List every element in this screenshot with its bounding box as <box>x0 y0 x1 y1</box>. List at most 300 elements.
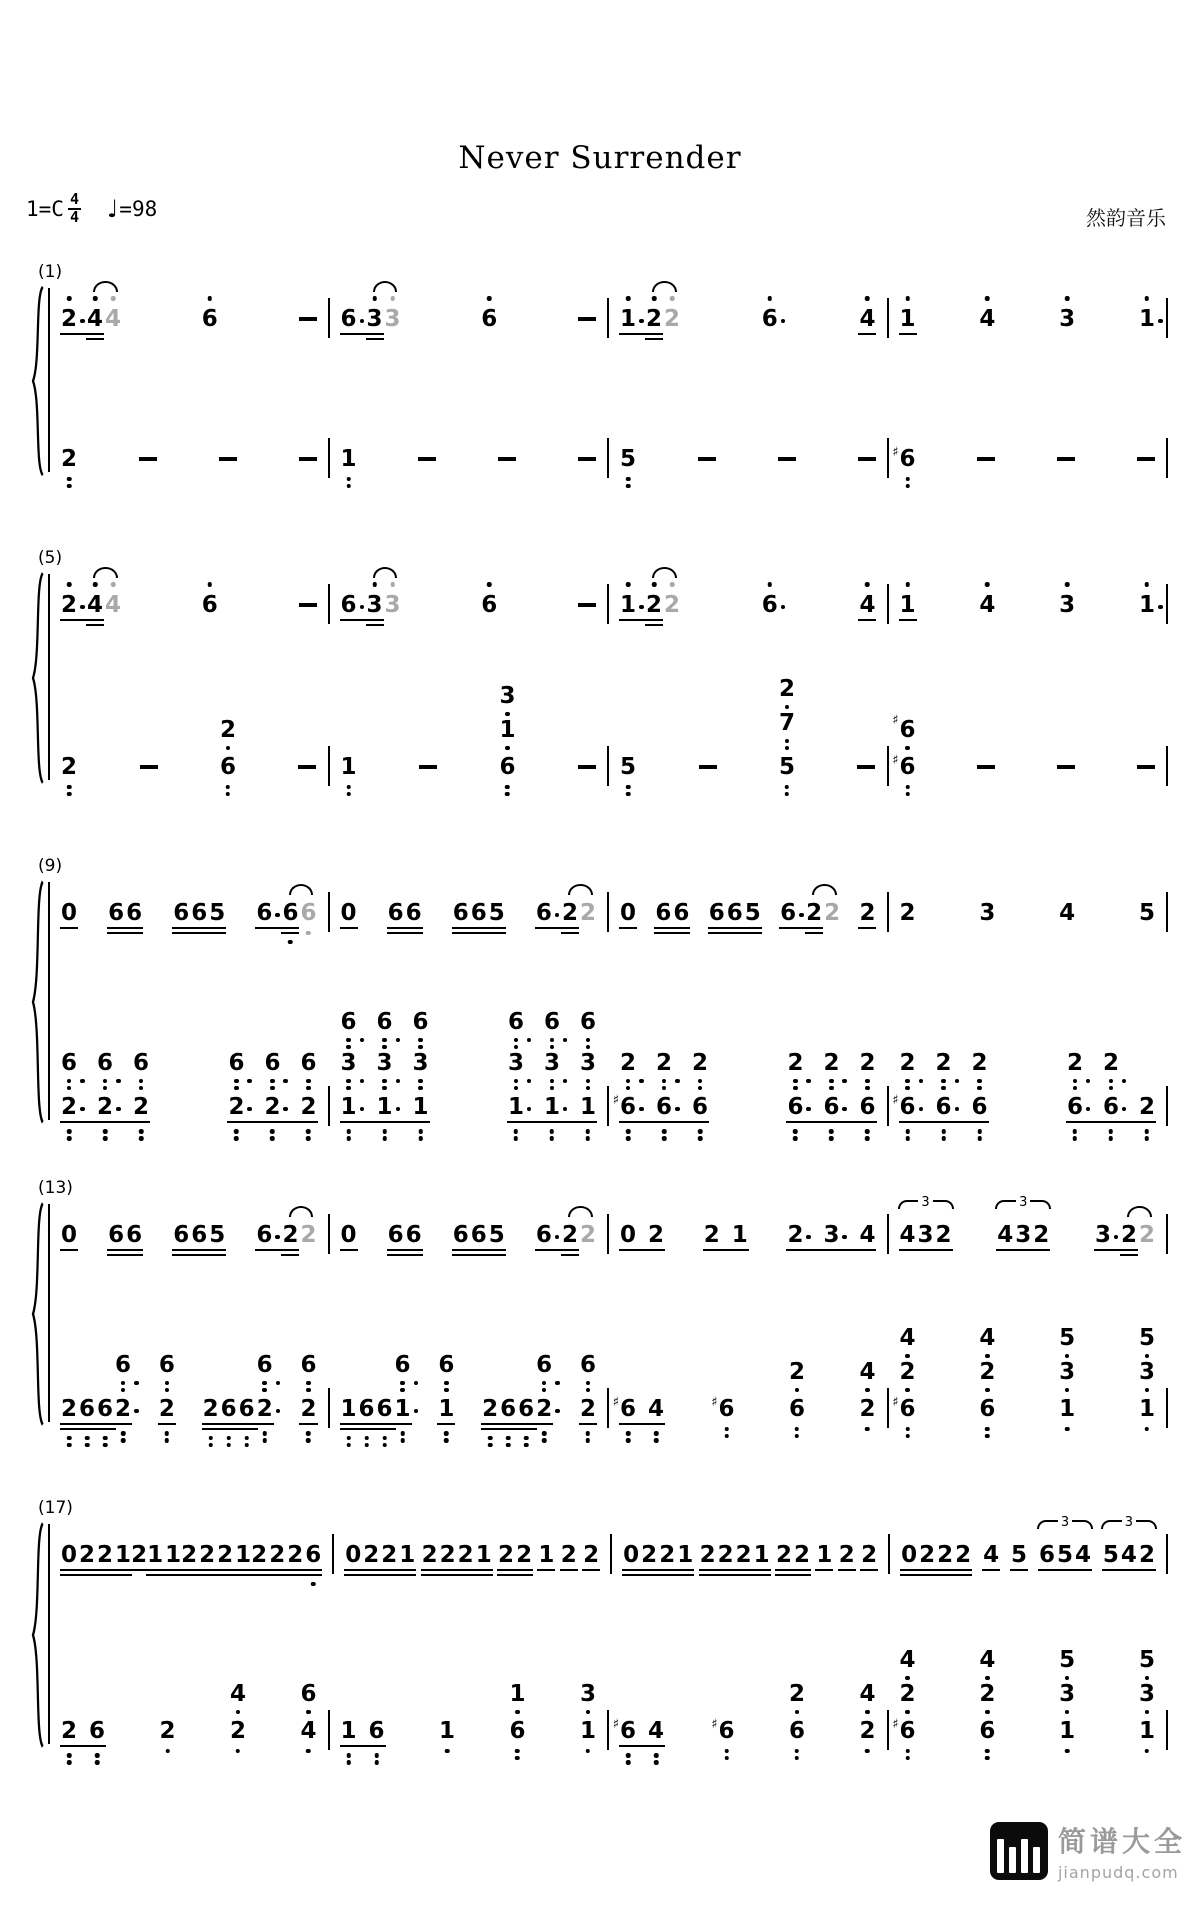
note-group <box>1011 1542 1027 1568</box>
underlines <box>647 1423 665 1428</box>
dash-note <box>139 446 157 472</box>
underlines <box>344 1569 364 1578</box>
chord-stack <box>377 1010 393 1092</box>
note <box>727 900 743 926</box>
note-group <box>251 1542 321 1568</box>
stack-note <box>300 1682 316 1716</box>
note <box>664 592 680 618</box>
note-digit: 6 <box>899 754 916 780</box>
octave-dots-low <box>789 1388 805 1395</box>
underlines <box>775 1569 795 1578</box>
underlines <box>676 1569 694 1578</box>
note-digit: 3 <box>543 1050 560 1076</box>
underlines <box>202 1423 222 1432</box>
note-group <box>977 754 995 780</box>
treble-row <box>50 1195 1168 1248</box>
note <box>955 1542 971 1568</box>
note-digit: 6 <box>620 1718 637 1744</box>
note-group <box>655 900 689 926</box>
note-group <box>341 306 401 332</box>
underlines <box>619 1249 649 1254</box>
underlines <box>412 1121 430 1126</box>
underlines <box>107 1249 127 1258</box>
site-watermark <box>990 1820 1186 1882</box>
underlines <box>60 1569 80 1578</box>
note <box>229 1681 246 1744</box>
dash-note <box>1057 446 1075 472</box>
note-group <box>892 1647 916 1744</box>
augmentation-dot <box>360 1038 365 1043</box>
triplet-bracket <box>1037 1516 1093 1529</box>
augmentation-dot <box>283 1107 288 1112</box>
tie-arc <box>812 884 836 895</box>
octave-dots-low <box>823 1079 839 1093</box>
octave-dots-high <box>208 296 213 303</box>
note-digit: 2 <box>256 1396 273 1422</box>
octave-dots-low <box>364 1433 369 1447</box>
note-digit: 2 <box>788 1681 805 1707</box>
note-digit: 1 <box>475 1542 492 1568</box>
underlines <box>208 1249 226 1258</box>
dash-note <box>419 754 437 780</box>
note <box>1039 1542 1055 1568</box>
underlines <box>60 927 78 932</box>
note-group <box>509 1681 526 1744</box>
chord-stack <box>972 1051 988 1092</box>
bass-row <box>50 1009 1168 1120</box>
note <box>217 1542 233 1568</box>
note <box>126 900 142 926</box>
note-digit: 4 <box>859 1681 876 1707</box>
underlines <box>899 1249 919 1254</box>
brace <box>30 574 45 780</box>
measure <box>889 900 1167 926</box>
note <box>892 1050 916 1120</box>
note <box>61 592 77 618</box>
note-digit: 2 <box>269 1542 286 1568</box>
octave-dots-low <box>413 1038 429 1052</box>
underlines <box>858 619 876 624</box>
octave-dots-low <box>67 1751 72 1765</box>
note-digit: 1 <box>899 306 916 332</box>
measure-number-marker: (9) <box>38 856 63 876</box>
octave-dots-low <box>865 1127 870 1141</box>
treble-row <box>50 1515 1168 1568</box>
measure <box>609 592 887 618</box>
note-digit: 6 <box>201 592 218 618</box>
octave-dots-low <box>382 1433 387 1447</box>
note-digit: 2 <box>79 1542 96 1568</box>
note <box>1138 1325 1155 1422</box>
note-group <box>61 1718 105 1744</box>
underlines <box>470 1249 490 1258</box>
note-digit: 1 <box>235 1542 252 1568</box>
note-group <box>202 592 218 618</box>
note-group <box>341 754 357 780</box>
octave-dots-high <box>768 296 773 303</box>
note-digit: 6 <box>718 1718 735 1744</box>
stack-note <box>264 1051 280 1092</box>
note <box>126 1222 142 1248</box>
note-digit: 0 <box>620 900 637 926</box>
octave-dots-low <box>413 1079 429 1093</box>
underlines <box>645 619 663 628</box>
note-digit: 2 <box>899 1050 916 1076</box>
note-group <box>61 1542 131 1568</box>
underlines <box>394 1423 412 1428</box>
note <box>754 1542 770 1568</box>
note-digit: 1 <box>340 1396 357 1422</box>
stack-note <box>499 718 515 752</box>
stack-note <box>620 1051 636 1092</box>
augmentation-dot <box>396 1079 401 1084</box>
octave-dots-low <box>656 1079 672 1093</box>
underlines <box>96 1121 134 1126</box>
note-group <box>1095 1222 1155 1248</box>
chord-stack <box>1103 1051 1119 1092</box>
quarter-note-icon: ♩ <box>106 194 119 223</box>
note <box>209 900 225 926</box>
underlines <box>535 1423 553 1428</box>
underlines <box>582 1569 600 1574</box>
underlines <box>858 333 876 338</box>
note-group <box>892 713 916 780</box>
underlines <box>488 1249 506 1258</box>
underlines <box>208 927 226 936</box>
octave-dots-low <box>941 1127 946 1141</box>
note-digit: 6 <box>507 1009 524 1035</box>
note-group <box>453 900 505 926</box>
chord-stack <box>899 1648 915 1716</box>
underlines <box>935 1121 973 1126</box>
sharp-sign: ♯ <box>612 1717 619 1732</box>
measure <box>889 1195 1167 1248</box>
octave-dots-low <box>346 1751 351 1765</box>
note-group <box>108 900 142 926</box>
note-digit: 3 <box>1138 1359 1155 1385</box>
note-digit: 6 <box>220 1396 237 1422</box>
underlines <box>655 1121 693 1126</box>
augmentation-dot <box>134 1381 139 1386</box>
note <box>481 592 497 618</box>
underlines <box>822 1249 860 1254</box>
augmentation-dot <box>1158 605 1163 610</box>
octave-dots-low <box>506 1433 511 1447</box>
note <box>203 1396 219 1422</box>
octave-dots-high <box>670 296 675 303</box>
note <box>859 1222 875 1248</box>
system <box>30 1498 1168 1744</box>
note-digit: 6 <box>405 900 422 926</box>
octave-dots-low <box>662 1127 667 1141</box>
augmentation-dot <box>919 1107 924 1112</box>
underlines <box>731 1249 749 1254</box>
note-digit: 5 <box>1059 1325 1076 1351</box>
underlines <box>481 1423 501 1432</box>
note-digit: 6 <box>264 1050 281 1076</box>
note <box>518 1396 534 1422</box>
chord-stack <box>789 1360 805 1394</box>
rest-note <box>345 1542 361 1568</box>
stack-note <box>1139 1326 1155 1360</box>
octave-dots-low <box>395 1381 411 1395</box>
note-digit: 6 <box>979 1718 996 1744</box>
note <box>997 1222 1013 1248</box>
brace-icon <box>30 1200 45 1428</box>
note-digit: 6 <box>97 1050 114 1076</box>
underlines <box>281 1249 299 1258</box>
octave-dots-low <box>865 1424 870 1431</box>
note <box>979 1325 996 1422</box>
note-digit: 2 <box>579 1222 596 1248</box>
tie-arc <box>568 1206 592 1217</box>
note-digit: 6 <box>1038 1542 1055 1568</box>
octave-dots-low <box>103 1127 108 1141</box>
note-digit: 1 <box>147 1542 164 1568</box>
note <box>1139 1542 1155 1568</box>
augmentation-dot <box>675 1107 680 1112</box>
note-digit: 6 <box>60 1050 78 1076</box>
triplet-bracket <box>995 1196 1051 1209</box>
note-digit: 6 <box>536 1352 553 1378</box>
measure-number-marker: (13) <box>38 1178 73 1198</box>
octave-dots-low <box>226 1433 231 1447</box>
note <box>937 1542 953 1568</box>
note <box>340 1009 357 1120</box>
chord-stack <box>1067 1051 1083 1092</box>
note-group <box>61 1222 77 1248</box>
note-digit: 2 <box>656 1050 673 1076</box>
octave-dots-low <box>542 1429 547 1443</box>
note-digit: 6 <box>387 900 404 926</box>
note-group <box>776 1542 810 1568</box>
note-digit: 2 <box>859 1718 876 1744</box>
augmentation-dot <box>80 1079 85 1084</box>
note-digit: 6 <box>899 1094 916 1120</box>
underlines <box>640 1569 660 1578</box>
augmentation-dot <box>639 1107 644 1112</box>
note-digit: 6 <box>535 1222 552 1248</box>
note-digit: 4 <box>105 592 122 618</box>
stack-note <box>892 713 916 752</box>
note <box>1059 900 1075 926</box>
octave-dots-low <box>306 1429 311 1443</box>
tie-arc <box>289 884 313 895</box>
note-digit: 2 <box>579 900 596 926</box>
chord-stack <box>1059 1648 1075 1716</box>
sharp-sign: ♯ <box>711 1395 718 1410</box>
octave-dots-low <box>724 1746 729 1760</box>
note-digit: 1 <box>340 1094 357 1120</box>
note-group <box>538 1542 554 1568</box>
octave-dots-low <box>1067 1079 1083 1093</box>
measure <box>50 1222 328 1248</box>
note-digit: 1 <box>1059 1718 1076 1744</box>
note-digit: 3 <box>1138 1681 1155 1707</box>
underlines <box>366 333 384 342</box>
augmentation-dot <box>360 319 365 324</box>
note <box>1059 592 1075 618</box>
octave-dots-low <box>899 746 915 753</box>
underlines <box>619 619 647 624</box>
note-group <box>1057 754 1075 780</box>
stack-note <box>1059 1360 1075 1394</box>
note-group <box>173 900 225 926</box>
underlines <box>114 1423 132 1428</box>
note-group <box>341 1222 357 1248</box>
note-digit: 5 <box>1056 1542 1073 1568</box>
note <box>287 1542 303 1568</box>
note-digit: 6 <box>89 1718 106 1744</box>
note-group <box>345 1542 415 1568</box>
underlines <box>1038 1569 1058 1574</box>
note <box>406 900 422 926</box>
note-group <box>859 1359 876 1422</box>
note <box>300 1222 316 1248</box>
octave-dots-low <box>626 474 631 488</box>
octave-dots-high <box>905 296 910 303</box>
note <box>536 1222 552 1248</box>
note-digit: 2 <box>787 1222 804 1248</box>
note-group <box>612 1050 709 1120</box>
triplet-number: 3 <box>1060 1515 1070 1530</box>
note-digit: 4 <box>87 306 104 332</box>
note <box>900 306 916 332</box>
dash-note <box>418 446 436 472</box>
note <box>561 1542 577 1568</box>
chord-stack <box>230 1682 246 1716</box>
octave-dots-high <box>865 582 870 589</box>
underlines <box>60 1423 80 1432</box>
note-digit: 2 <box>482 1396 499 1422</box>
chord-stack <box>787 1051 803 1092</box>
note <box>612 1050 637 1120</box>
stack-note <box>979 1360 995 1394</box>
note-group <box>418 446 436 472</box>
rest-note <box>623 1542 639 1568</box>
note <box>536 1352 553 1422</box>
underlines <box>158 1423 176 1428</box>
octave-dots-low <box>979 1388 995 1395</box>
octave-dots-low <box>300 1079 316 1093</box>
octave-dots-low <box>795 1424 800 1438</box>
note <box>439 1718 455 1744</box>
note-digit: 1 <box>376 1094 393 1120</box>
octave-dots-low <box>103 1433 108 1447</box>
note-digit: 6 <box>935 1094 952 1120</box>
note <box>900 1222 916 1248</box>
augmentation-dot <box>842 1107 847 1112</box>
octave-dots-low <box>236 1746 241 1753</box>
note-digit: 5 <box>744 900 761 926</box>
note <box>388 900 404 926</box>
note-digit: 2 <box>229 1718 246 1744</box>
note-digit: 6 <box>300 1352 317 1378</box>
note-digit: 0 <box>345 1542 362 1568</box>
note-group <box>699 754 717 780</box>
note-digit: 6 <box>971 1094 988 1120</box>
octave-dots-low <box>580 1038 596 1052</box>
octave-dots-low <box>230 1710 246 1717</box>
note-group <box>1137 754 1155 780</box>
octave-dots-low <box>1145 1424 1150 1431</box>
note-group <box>788 1681 805 1744</box>
augmentation-dot <box>360 1079 365 1084</box>
measure <box>330 1222 608 1248</box>
measure <box>609 676 887 780</box>
note-digit: 2 <box>935 1222 952 1248</box>
underlines <box>268 1569 288 1578</box>
note-group <box>60 1050 150 1120</box>
octave-dots-low <box>208 1433 213 1447</box>
chord-stack <box>97 1051 113 1092</box>
note-digit: 6 <box>718 1396 735 1422</box>
note-digit: 6 <box>376 1396 393 1422</box>
note <box>919 1542 935 1568</box>
note <box>256 1352 273 1422</box>
note <box>659 1542 675 1568</box>
note-digit: 6 <box>859 1094 876 1120</box>
note <box>762 306 778 332</box>
note-group <box>499 683 516 780</box>
note <box>507 1009 524 1120</box>
note-digit: 1 <box>438 1396 455 1422</box>
note-group <box>1057 446 1075 472</box>
stack-note <box>133 1051 149 1092</box>
note-digit: 2 <box>199 1542 216 1568</box>
augmentation-dot <box>396 1038 401 1043</box>
note <box>1139 306 1155 332</box>
note <box>673 900 689 926</box>
octave-dots-high <box>372 296 377 303</box>
note <box>776 1542 792 1568</box>
key-signature: 1=C <box>26 196 64 221</box>
staff-rows <box>50 288 1168 472</box>
underlines <box>255 1249 283 1254</box>
note-group <box>787 1222 875 1248</box>
note-digit: 2 <box>131 1542 148 1568</box>
artist-credit: 然韵音乐 <box>1086 206 1166 230</box>
octave-dots-low <box>724 1424 729 1438</box>
stack-note <box>536 1353 552 1394</box>
underlines <box>146 1569 166 1578</box>
note-digit: 6 <box>228 1050 245 1076</box>
staff-rows <box>50 882 1168 1120</box>
note-group <box>498 1542 532 1568</box>
note-digit: 4 <box>859 1359 876 1385</box>
stack-note <box>859 1360 875 1394</box>
note-digit: 4 <box>899 1647 916 1673</box>
underlines <box>488 927 506 936</box>
augmentation-dot <box>955 1079 960 1084</box>
octave-dots-low <box>586 1127 591 1141</box>
note-group <box>341 1718 385 1744</box>
chord-stack <box>340 1010 356 1092</box>
note-group <box>979 1647 996 1744</box>
octave-dots-low <box>67 1127 72 1141</box>
measure <box>330 1681 608 1744</box>
note-digit: 5 <box>1138 1325 1155 1351</box>
note-digit: 6 <box>126 1222 143 1248</box>
note <box>562 900 578 926</box>
octave-dots-low <box>264 1079 280 1093</box>
underlines <box>1102 1569 1122 1574</box>
octave-dots-low <box>793 1127 798 1141</box>
underlines <box>366 619 384 628</box>
stack-note <box>1103 1051 1119 1092</box>
note-digit: 6 <box>470 1222 487 1248</box>
note-group <box>997 1195 1050 1248</box>
